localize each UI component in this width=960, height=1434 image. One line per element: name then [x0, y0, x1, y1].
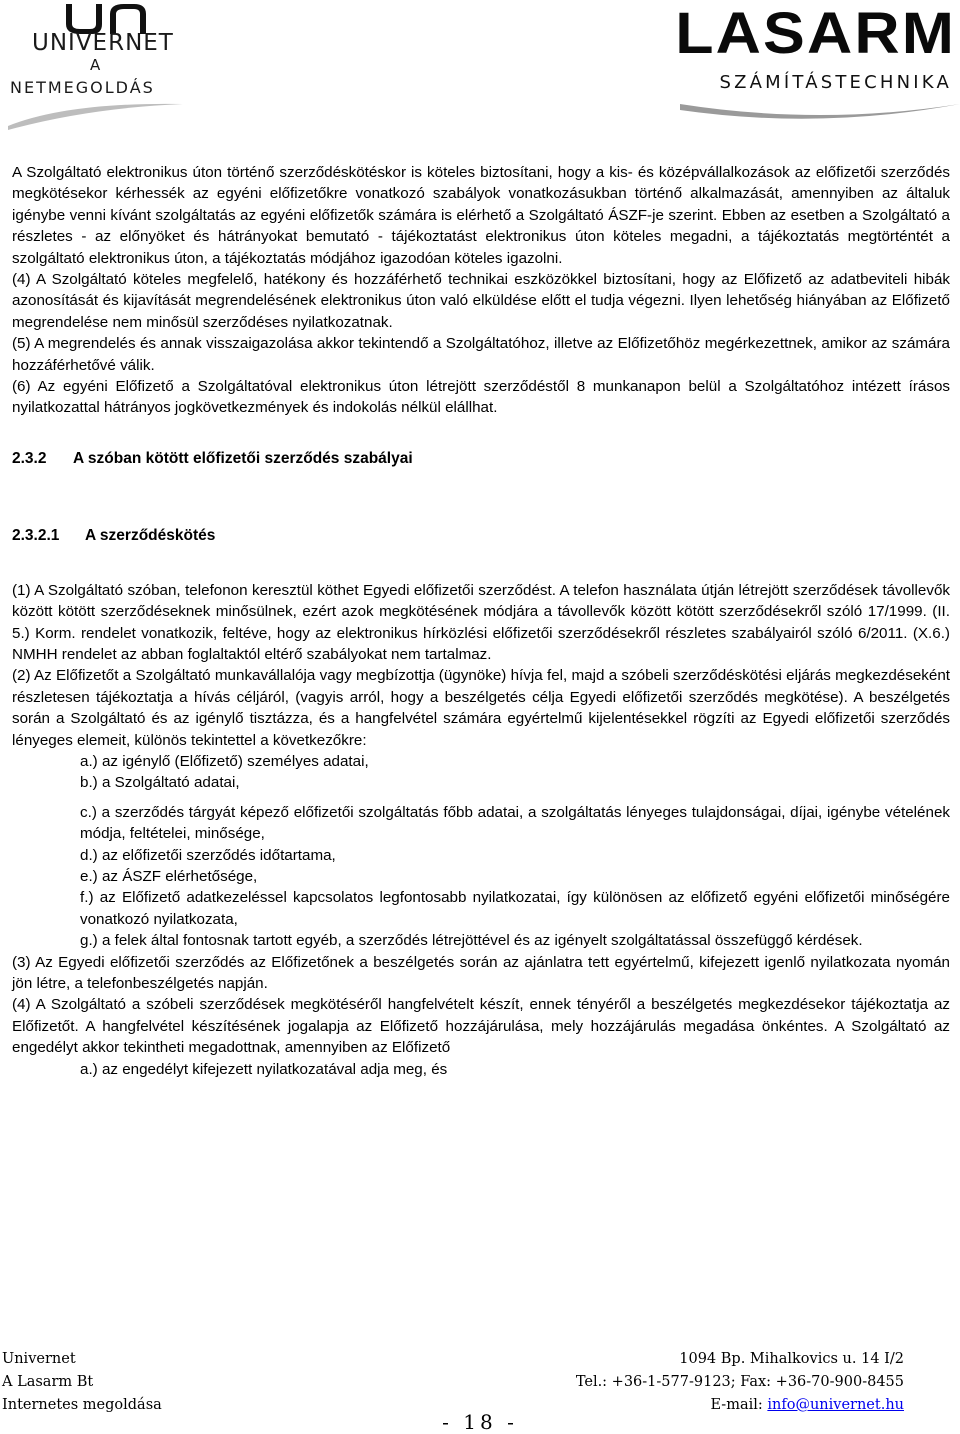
univernet-logo: [8, 2, 180, 122]
footer-address: 1094 Bp. Mihalkovics u. 14 I/2: [679, 1351, 904, 1367]
paragraph-4: (4) A Szolgáltató köteles megfelelő, hatékony és hozzáférhető technikai eszközökkel biztosítani, hogy az Előfizető az adatbeviteli hibák azonosítását és kijavítását megrendelésének elektronikus úton való elküldése előtt el tudja végezni. Ilyen lehetőség hiányában az Előfizető megrendelése nem minősül szerződéses nyilatkozatnak.: [12, 271, 950, 331]
list-item: b.) a Szolgáltató adatai,: [80, 774, 240, 792]
footer-right: [576, 1348, 904, 1417]
logo-a-text: A: [90, 56, 101, 74]
list-item: d.) az előfizetői szerződés időtartama,: [80, 846, 336, 864]
paragraph-s4: (4) A Szolgáltató a szóbeli szerződések megkötéséről hangfelvételt készít, ennek tényéről a beszélgetés megkezdésekor tájékoztatja az Előfizetőt. A hangfelvétel készítésének jogalapja az Előfizető hozzájárulása, mely hozzájárulás megadása önkéntes. A Szolgáltató az engedélyt akkor tekintheti megadottnak, amennyiben az Előfizető: [12, 996, 950, 1057]
list-item: a.) az igénylő (Előfizető) személyes adatai,: [80, 752, 369, 770]
lasarm-logo: [675, 0, 960, 130]
section-heading-2-3-2-1: [12, 525, 950, 546]
section-heading-2-3-2: [12, 448, 950, 469]
section-title: A szóban kötött előfizetői szerződés szabályai: [73, 449, 413, 467]
section-number: 2.3.2: [12, 449, 47, 467]
logo-lasarm-text: LASARM: [675, 1, 956, 66]
footer-email-link[interactable]: info@univernet.hu: [767, 1397, 904, 1413]
paragraph-s3: (3) Az Egyedi előfizetői szerződés az Előfizetőnek a beszélgetés során az ajánlatra tett egyértelmű, kifejezett igenlő nyilatkozata nyomán jön létre, a telefonbeszélgetés napján.: [12, 953, 950, 992]
footer-company: Univernet: [2, 1351, 76, 1367]
list-item: e.) az ÁSZF elérhetősége,: [80, 867, 258, 885]
footer-tagline: Internetes megoldása: [2, 1397, 162, 1413]
logo-szamitastechnika-text: SZÁMÍTÁSTECHNIKA: [719, 72, 952, 93]
list-item: g.) a felek által fontosnak tartott egyéb, a szerződés létrejöttével és az igényelt szolgáltatással összefüggő kérdések.: [80, 932, 863, 950]
paragraph-s1: (1) A Szolgáltató szóban, telefonon keresztül köthet Egyedi előfizetői szerződést. A telefon használata útján létrejött szerződések távollevők között kötött szerződéseknek minősülnek, ezért azok megkötésének módjára a távollevők között kötött szerződésekről szóló 17/1999. (II. 5.) Korm. rendelet vonatkozik, feltéve, hogy az elektronikus hírközlési előfizetői szerződésekről részletes szabályairól szóló 6/2011. (X.6.) NMHH rendelet az abban foglaltaktól eltérő szabályokat nem tartalmaz.: [12, 581, 950, 663]
list-item: c.) a szerződés tárgyát képező előfizetői szolgáltatás főbb adatai, a szolgáltatás lényeges tulajdonságai, díjai, igénybe vételének módja, feltételei, minősége,: [80, 803, 950, 843]
paragraph-intro: A Szolgáltató elektronikus úton történő szerződéskötéskor is köteles biztosítani, hogy a kis- és középvállalkozások az előfizetői szerződés megkötésekor kérhessék az egyéni előfizetőkre vonatkozó szabályok vonatkozásukban történő alkalmazását, amennyiben az általuk igénybe venni kívánt szolgáltatás az egyéni előfizetők számára is elérhető a Szolgáltató ÁSZF-je szerint. Ebben az esetben a Szolgáltató a részletes - az előnyöket és hátrányokat bemutató - tájékoztatást elektronikus úton köteles megadni, a tájékoztatás megtörténtét a szolgáltató elektronikus úton, a tájékoztatás módjához igazodóan köteles igazolni.: [12, 164, 950, 267]
footer-phone-fax: Tel.: +36-1-577-9123; Fax: +36-70-900-8455: [575, 1374, 904, 1390]
logo-swoosh-left: [8, 98, 183, 132]
footer-left: [2, 1348, 162, 1417]
section-title: A szerződéskötés: [85, 527, 216, 545]
list-item: a.) az engedélyt kifejezett nyilatkozatával adja meg, és: [80, 1060, 448, 1078]
paragraph-s2: (2) Az Előfizetőt a Szolgáltató munkavállalója vagy megbízottja (ügynöke) hívja fel, majd a szóbeli szerződéskötési eljárás megkezdéseként részletesen tájékoztatja a hívás céljáról, (vagyis arról, hogy a beszélgetés célja Egyedi előfizetői szerződés megkötése). A beszélgetés során a Szolgáltató és az igénylő tisztázza, és a hangfelvétel számára egyértelmű kijelentésekkel rögzíti az Egyedi előfizetői szerződés lényeges elemeit, különös tekintettel a következőkre:: [12, 667, 950, 749]
logo-netmegoldas-text: NETMEGOLDÁS: [10, 78, 155, 97]
footer-email-label: E-mail:: [710, 1397, 768, 1413]
logo-swoosh-right: [680, 96, 960, 130]
list-item: f.) az Előfizető adatkezeléssel kapcsolatos legfontosabb nyilatkozatai, így különösen az előfizető egyéni előfizetői minőségére vonatkozó nyilatkozata,: [80, 889, 950, 928]
logo-univernet-text: UNIVERNET: [32, 30, 174, 56]
page-number: - 18 -: [442, 1410, 518, 1434]
document-body: [12, 162, 950, 1080]
paragraph-5: (5) A megrendelés és annak visszaigazolása akkor tekintendő a Szolgáltatóhoz, illetve az Előfizetőhöz megérkezettnek, amikor az számára hozzáférhetővé válik.: [12, 335, 950, 374]
footer-parent-company: A Lasarm Bt: [2, 1374, 94, 1390]
paragraph-6: (6) Az egyéni Előfizető a Szolgáltatóval elektronikus úton létrejött szerződéstől 8 munkanapon belül a Szolgáltatóhoz intézett írásos nyilatkozattal hátrányos jogkövetkezmények és indokolás nélkül elállhat.: [12, 378, 950, 417]
section-number: 2.3.2.1: [12, 527, 60, 545]
